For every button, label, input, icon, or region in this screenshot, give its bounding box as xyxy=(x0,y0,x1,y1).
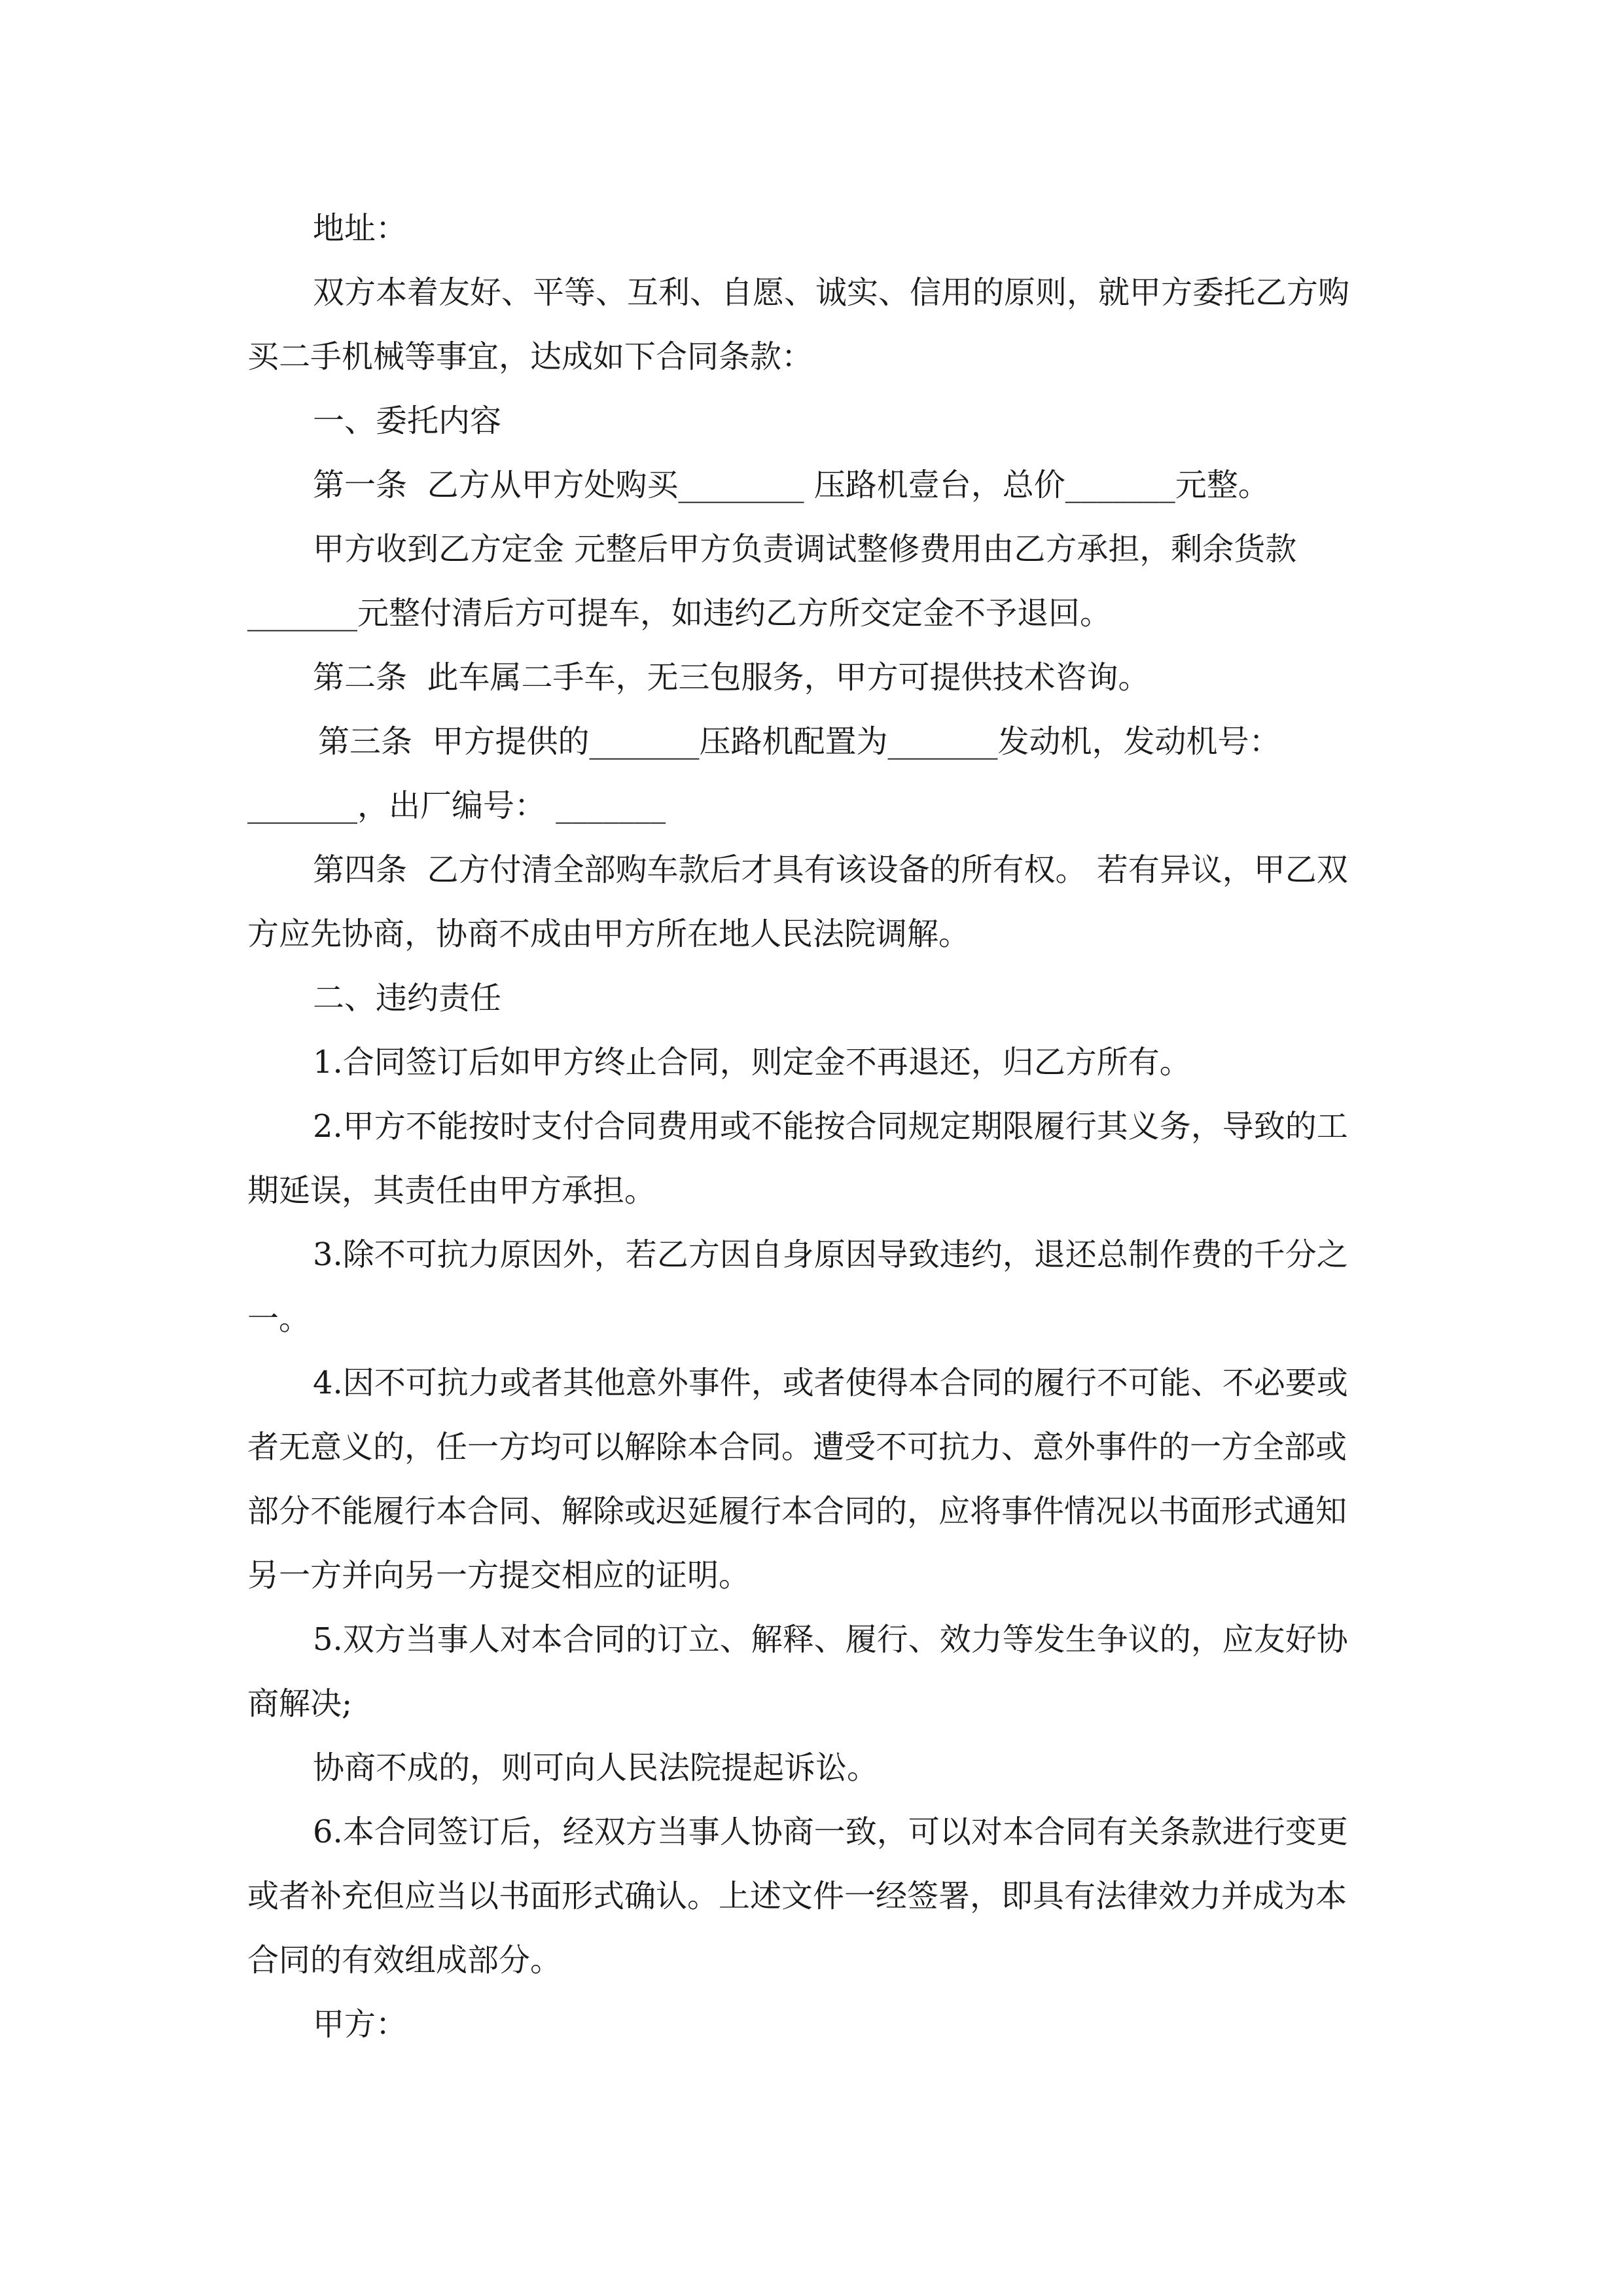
article-1-line-1: 第一条 乙方从甲方处购买________ 压路机壹台，总价_______元整。 xyxy=(313,467,1270,503)
section-heading-1: 一、委托内容 xyxy=(313,403,502,439)
preamble-line-1: 双方本着友好、平等、互利、自愿、诚实、信用的原则，就甲方委托乙方购 xyxy=(313,274,1350,311)
clause-4-line-4: 另一方并向另一方提交相应的证明。 xyxy=(247,1557,751,1594)
clause-3-line-1: 3.除不可抗力原因外，若乙方因自身原因导致违约，退还总制作费的千分之 xyxy=(313,1236,1348,1273)
clause-2-line-1: 2.甲方不能按时支付合同费用或不能按合同规定期限履行其义务，导致的工 xyxy=(313,1108,1348,1145)
clause-4-line-1: 4.因不可抗力或者其他意外事件，或者使得本合同的履行不可能、不必要或 xyxy=(313,1365,1348,1401)
clause-6-line-3: 合同的有效组成部分。 xyxy=(247,1942,562,1979)
clause-4-line-3: 部分不能履行本合同、解除或迟延履行本合同的，应将事件情况以书面形式通知 xyxy=(247,1493,1347,1530)
clause-5-line-1: 5.双方当事人对本合同的订立、解释、履行、效力等发生争议的，应友好协 xyxy=(313,1621,1348,1658)
article-2: 第二条 此车属二手车，无三包服务，甲方可提供技术咨询。 xyxy=(313,659,1150,696)
address-label: 地址： xyxy=(313,210,408,247)
article-1-line-3: _______元整付清后方可提车，如违约乙方所交定金不予退回。 xyxy=(247,595,1112,632)
article-3-line-1: 第三条 甲方提供的_______压路机配置为_______发动机，发动机号： xyxy=(318,723,1281,760)
article-3-line-2: _______，出厂编号： _______ xyxy=(247,787,666,824)
article-1-line-2: 甲方收到乙方定金 元整后甲方负责调试整修费用由乙方承担，剩余货款 xyxy=(313,531,1297,567)
clause-6-line-1: 6.本合同签订后，经双方当事人协商一致，可以对本合同有关条款进行变更 xyxy=(313,1814,1348,1850)
preamble-line-2: 买二手机械等事宜，达成如下合同条款： xyxy=(247,338,813,375)
clause-5-line-2: 商解决; xyxy=(247,1685,353,1722)
article-4-line-1: 第四条 乙方付清全部购车款后才具有该设备的所有权。 若有异议，甲乙双 xyxy=(313,852,1348,888)
article-4-line-2: 方应先协商，协商不成由甲方所在地人民法院调解。 xyxy=(247,916,971,952)
clause-5-line-3: 协商不成的，则可向人民法院提起诉讼。 xyxy=(313,1749,879,1786)
section-heading-2: 二、违约责任 xyxy=(313,980,502,1016)
clause-4-line-2: 者无意义的，任一方均可以解除本合同。遭受不可抗力、意外事件的一方全部或 xyxy=(247,1429,1347,1465)
contract-page xyxy=(247,196,1376,2056)
party-a-label: 甲方： xyxy=(313,2006,408,2043)
clause-1: 1.合同签订后如甲方终止合同，则定金不再退还，归乙方所有。 xyxy=(313,1044,1191,1081)
clause-3-line-2: 一。 xyxy=(247,1300,311,1337)
clause-2-line-2: 期延误，其责任由甲方承担。 xyxy=(247,1172,656,1209)
clause-6-line-2: 或者补充但应当以书面形式确认。上述文件一经签署，即具有法律效力并成为本 xyxy=(247,1878,1347,1914)
